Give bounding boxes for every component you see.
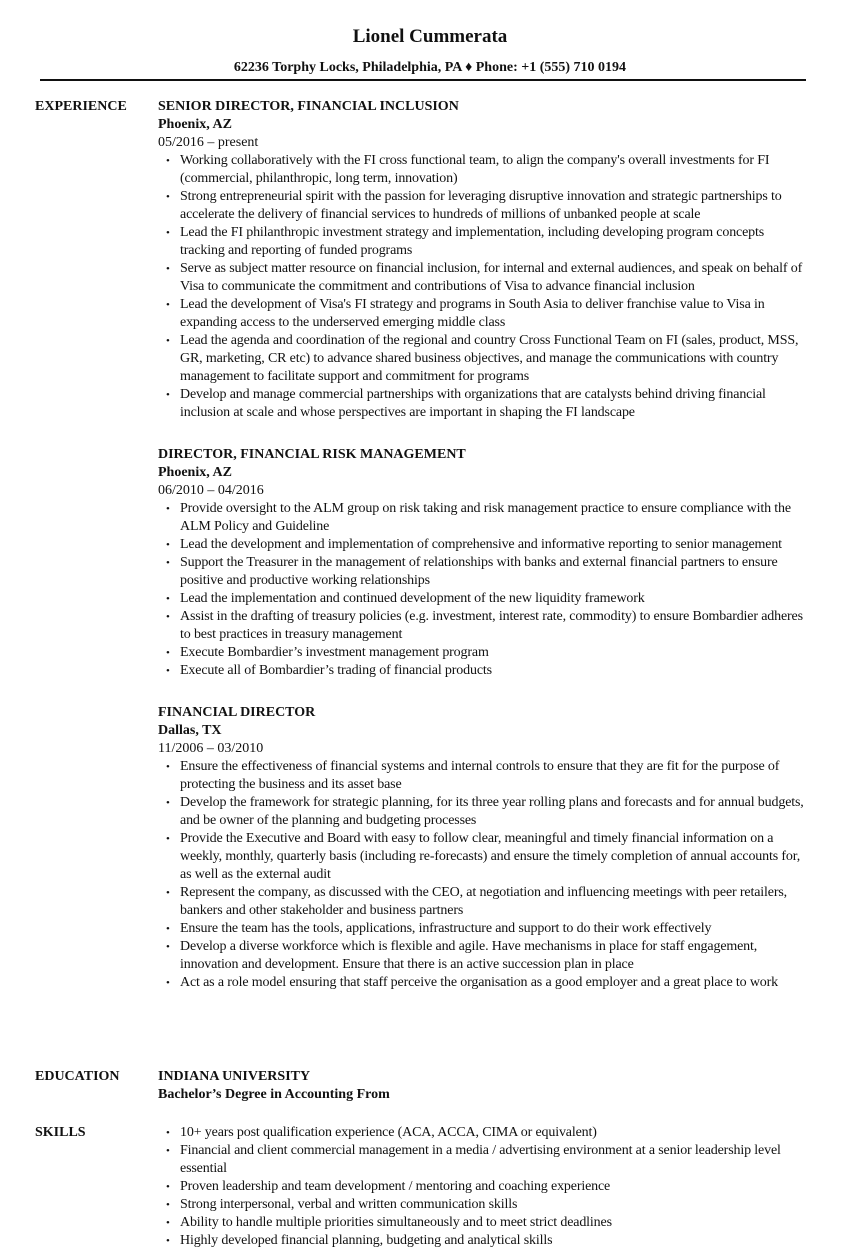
job-bullet: • Lead the development of Visa's FI strategy and programs in South Asia to deliver franchise value to Visa in expanding access to the underserved emerging middle class	[180, 296, 808, 332]
skill-item: • 10+ years post qualification experience (ACA, ACCA, CIMA or equivalent)	[180, 1124, 808, 1142]
job-dates: 06/2010 – 04/2016	[158, 483, 264, 498]
jobs-list	[158, 98, 818, 1016]
skills-list	[158, 1124, 818, 1250]
header-divider	[40, 79, 806, 81]
job-bullet: • Act as a role model ensuring that staff perceive the organisation as a good employer and a great place to work	[180, 974, 808, 992]
job-bullet: • Support the Treasurer in the management of relationships with banks and external financial partners to ensure positive and productive working relationships	[180, 554, 808, 590]
resume-name: Lionel Cummerata	[352, 26, 508, 47]
job-dates: 05/2016 – present	[158, 135, 259, 150]
job-location: Dallas, TX	[158, 723, 222, 738]
job-bullet: • Lead the FI philanthropic investment strategy and implementation, including developing program concepts tracking and reporting of funded programs	[180, 224, 808, 260]
job-bullet: • Execute Bombardier’s investment management program	[180, 644, 808, 662]
job-bullet: • Represent the company, as discussed with the CEO, at negotiation and influencing meetings with peer retailers, bankers and other stakeholder and business partners	[180, 884, 808, 920]
school-name: INDIANA UNIVERSITY	[158, 1069, 311, 1084]
job-bullet: • Provide oversight to the ALM group on risk taking and risk management practice to ensure compliance with the ALM Policy and Guideline	[180, 500, 808, 536]
skill-item: • Ability to handle multiple priorities simultaneously and to meet strict deadlines	[180, 1214, 808, 1232]
job-bullets	[158, 152, 818, 422]
job-bullets	[158, 758, 818, 992]
job-bullet: • Working collaboratively with the FI cross functional team, to align the company's overall investments for FI (commercial, philanthropic, long term, innovation)	[180, 152, 808, 188]
section-label-experience: EXPERIENCE	[35, 99, 127, 114]
job-entry	[158, 446, 818, 680]
skill-item: • Strong interpersonal, verbal and written communication skills	[180, 1196, 808, 1214]
job-bullet: • Strong entrepreneurial spirit with the passion for leveraging disruptive innovation and strategic partnerships to accelerate the delivery of financial services to hundreds of millions of unbanked people at scale	[180, 188, 808, 224]
job-title: DIRECTOR, FINANCIAL RISK MANAGEMENT	[158, 447, 466, 462]
job-bullet: • Lead the agenda and coordination of the regional and country Cross Functional Team on FI (sales, product, MSS, GR, marketing, CR etc) to advance shared business objectives, and manage the communications with country management to facilitate support and commitment for programs	[180, 332, 808, 386]
job-title: SENIOR DIRECTOR, FINANCIAL INCLUSION	[158, 99, 459, 114]
job-bullet: • Develop a diverse workforce which is flexible and agile. Have mechanisms in place for staff engagement, innovation and development. Ensure that there is an active succession plan in place	[180, 938, 808, 974]
section-label-education: EDUCATION	[35, 1069, 120, 1084]
skill-item: • Highly developed financial planning, budgeting and analytical skills	[180, 1232, 808, 1250]
job-location: Phoenix, AZ	[158, 117, 232, 132]
job-bullet: • Execute all of Bombardier’s trading of financial products	[180, 662, 808, 680]
job-bullet: • Develop and manage commercial partnerships with organizations that are catalysts behind driving financial inclusion at scale and whose perspectives are important in shaping the FI landscape	[180, 386, 808, 422]
section-label-skills: SKILLS	[35, 1125, 86, 1140]
job-bullet: • Develop the framework for strategic planning, for its three year rolling plans and forecasts and for annual budgets, and be owner of the planning and budgeting processes	[180, 794, 808, 830]
job-title: FINANCIAL DIRECTOR	[158, 705, 316, 720]
job-bullet: • Lead the implementation and continued development of the new liquidity framework	[180, 590, 808, 608]
skill-item: • Financial and client commercial management in a media / advertising environment at a senior leadership level essential	[180, 1142, 808, 1178]
job-bullet: • Assist in the drafting of treasury policies (e.g. investment, interest rate, commodity) to ensure Bombardier adheres to best practices in treasury management	[180, 608, 808, 644]
degree: Bachelor’s Degree in Accounting From	[158, 1087, 390, 1102]
job-bullet: • Ensure the effectiveness of financial systems and internal controls to ensure that they are fit for the purpose of protecting the business and its asset base	[180, 758, 808, 794]
job-entry	[158, 704, 818, 992]
skill-item: • Proven leadership and team development / mentoring and coaching experience	[180, 1178, 808, 1196]
job-entry	[158, 98, 818, 422]
job-bullet: • Lead the development and implementation of comprehensive and informative reporting to senior management	[180, 536, 808, 554]
job-bullet: • Serve as subject matter resource on financial inclusion, for internal and external audiences, and speak on behalf of Visa to communicate the commitment and contributions of Visa to advance financial inclusion	[180, 260, 808, 296]
job-bullets	[158, 500, 818, 680]
contact-line: 62236 Torphy Locks, Philadelphia, PA ♦ Phone: +1 (555) 710 0194	[233, 60, 627, 75]
job-location: Phoenix, AZ	[158, 465, 232, 480]
job-bullet: • Ensure the team has the tools, applications, infrastructure and support to do their work effectively	[180, 920, 808, 938]
job-bullet: • Provide the Executive and Board with easy to follow clear, meaningful and timely financial information on a weekly, monthly, quarterly basis (including re-forecasts) and ensure the timely completion of annual accounts for, as well as the external audit	[180, 830, 808, 884]
job-dates: 11/2006 – 03/2010	[158, 741, 264, 756]
